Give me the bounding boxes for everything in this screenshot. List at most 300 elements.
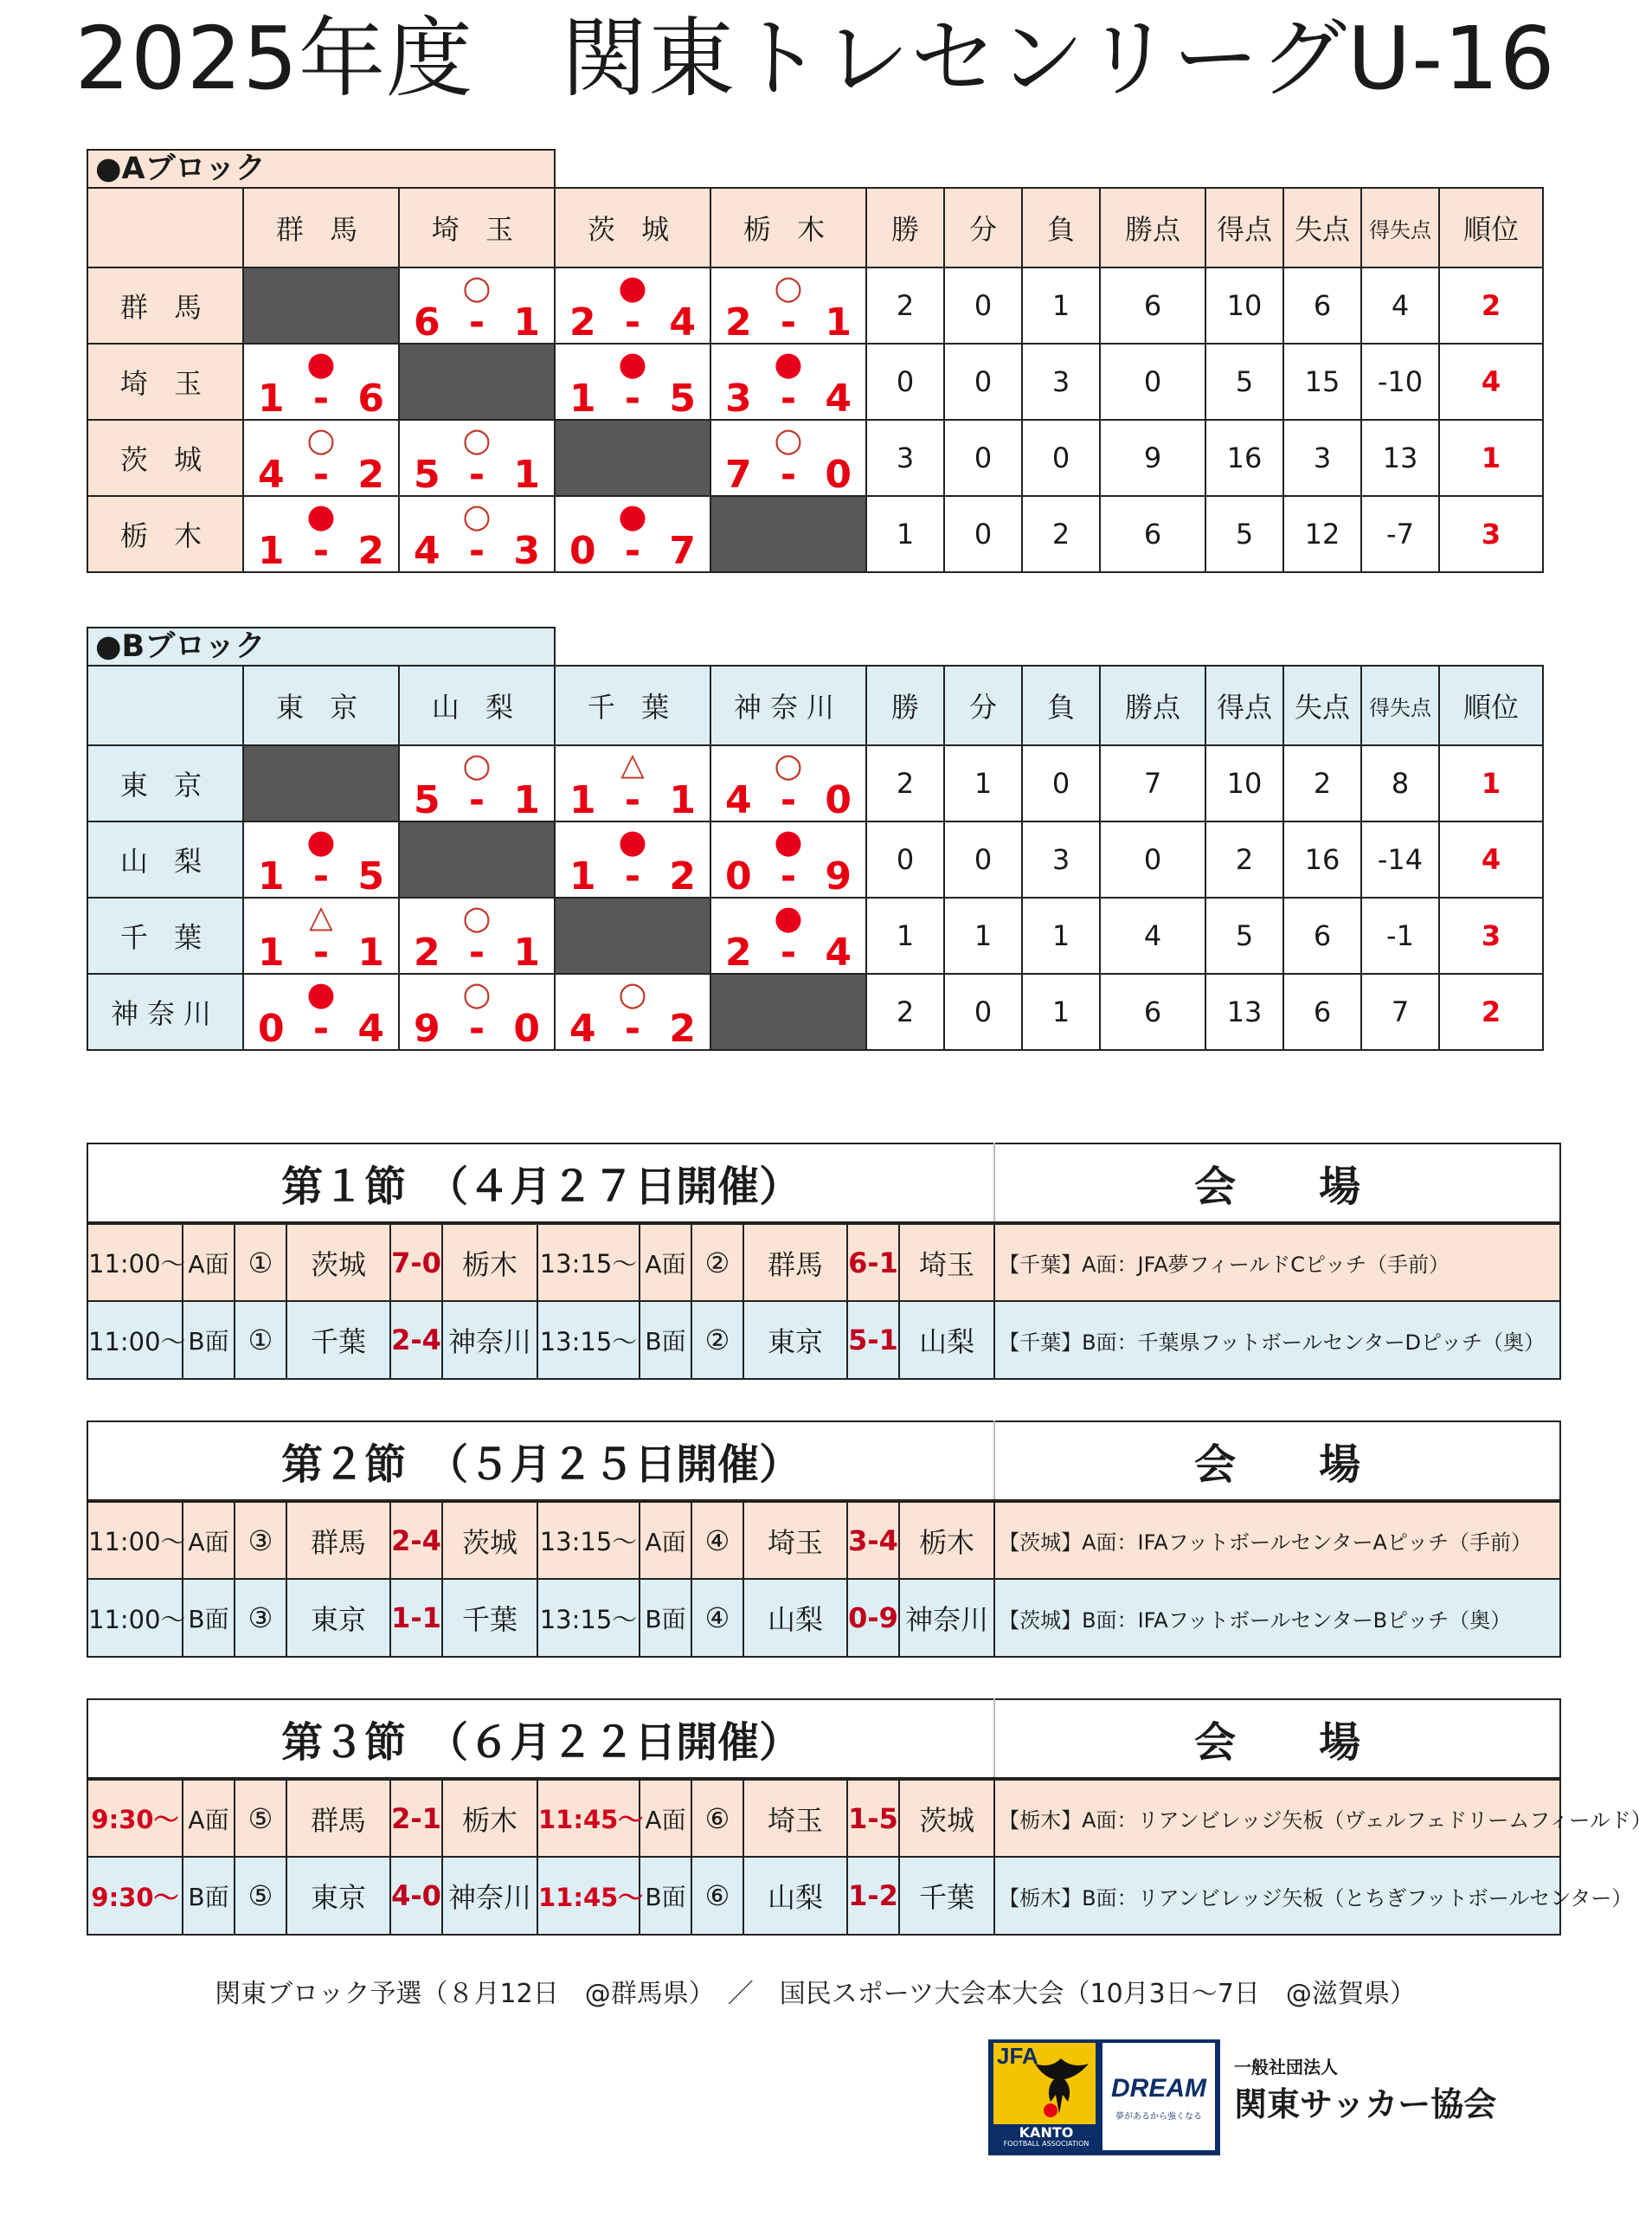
- stat-rank: 2: [1439, 974, 1543, 1050]
- stat-l: 0: [1022, 745, 1100, 821]
- schedule-row: [87, 1223, 1560, 1301]
- venue-title: 会 場: [994, 1699, 1560, 1779]
- stat-header: 勝: [866, 188, 944, 267]
- result-symbol: ○: [306, 421, 336, 459]
- self-match-cell: [399, 344, 555, 420]
- stat-header: 分: [944, 188, 1022, 267]
- kickoff-time: 9:30～: [87, 1779, 183, 1857]
- score-dash: -: [780, 377, 797, 421]
- score-for: 4: [258, 453, 285, 497]
- score-for: 0: [569, 529, 596, 573]
- kickoff-time: 13:15～: [537, 1223, 640, 1301]
- kickoff-time: 11:00～: [87, 1501, 183, 1579]
- stat-header: 負: [1022, 188, 1100, 267]
- stat-rank: 3: [1439, 898, 1543, 974]
- match-result-cell: [710, 267, 866, 344]
- stat-gf: 10: [1205, 745, 1283, 821]
- away-team: 神奈川: [442, 1857, 537, 1935]
- score: [244, 454, 398, 497]
- match-result-cell: [710, 821, 866, 898]
- self-match-cell: [710, 974, 866, 1050]
- stat-ga: 3: [1283, 420, 1361, 496]
- stat-pts: 9: [1100, 420, 1205, 496]
- row-team-name: 埼 玉: [87, 344, 243, 420]
- pitch: A面: [640, 1223, 691, 1301]
- score: [711, 377, 865, 421]
- pitch: B面: [183, 1301, 235, 1379]
- team-header: 千 葉: [555, 666, 710, 745]
- match-result-cell: [399, 420, 555, 496]
- row-team-name: 群 馬: [87, 267, 243, 344]
- stat-d: 0: [944, 974, 1022, 1050]
- match-score: 4-0: [390, 1857, 442, 1935]
- score-against: 1: [513, 453, 540, 497]
- crow-icon: [1028, 2053, 1094, 2123]
- stat-gd: 8: [1361, 745, 1439, 821]
- stat-l: 0: [1022, 420, 1100, 496]
- result-symbol: ○: [462, 746, 492, 784]
- jfa-text: JFA: [997, 2043, 1038, 2069]
- stat-pts: 7: [1100, 745, 1205, 821]
- stat-d: 0: [944, 496, 1022, 572]
- score-dash: -: [624, 1007, 641, 1051]
- corner-cell: [87, 188, 243, 267]
- stat-d: 0: [944, 267, 1022, 344]
- match-result-cell: [399, 496, 555, 572]
- stat-ga: 6: [1283, 974, 1361, 1050]
- score-against: 9: [825, 854, 852, 899]
- score: [711, 931, 865, 975]
- score-for: 1: [258, 377, 285, 421]
- score-dash: -: [624, 529, 641, 573]
- stat-ga: 12: [1283, 496, 1361, 572]
- fa-text: FOOTBALL ASSOCIATION: [1003, 2140, 1090, 2148]
- score-dash: -: [312, 854, 330, 899]
- score: [556, 779, 710, 822]
- match-number: ②: [691, 1223, 743, 1301]
- away-team: 茨城: [442, 1501, 537, 1579]
- stat-gf: 2: [1205, 821, 1283, 898]
- match-number: ⑥: [691, 1779, 743, 1857]
- stat-w: 2: [866, 267, 944, 344]
- match-result-cell: [243, 496, 399, 572]
- score-dash: -: [468, 778, 485, 822]
- schedule-row: [87, 1301, 1560, 1379]
- stat-pts: 0: [1100, 344, 1205, 420]
- match-result-cell: [399, 974, 555, 1050]
- score-dash: -: [312, 377, 330, 421]
- home-team: 群馬: [286, 1501, 390, 1579]
- stat-d: 1: [944, 898, 1022, 974]
- stat-header: 負: [1022, 666, 1100, 745]
- stat-l: 1: [1022, 898, 1100, 974]
- stat-gd: -7: [1361, 496, 1439, 572]
- score: [400, 454, 554, 497]
- stat-w: 2: [866, 974, 944, 1050]
- result-symbol: ○: [462, 268, 492, 306]
- away-team: 茨城: [899, 1779, 994, 1857]
- row-team-name: 神奈川: [87, 974, 243, 1050]
- jfa-emblem: [993, 2043, 1096, 2124]
- corner-cell: [87, 666, 243, 745]
- result-symbol: ●: [774, 899, 803, 937]
- score: [244, 530, 398, 573]
- score-for: 1: [258, 931, 285, 975]
- score-for: 1: [569, 377, 596, 421]
- stat-pts: 6: [1100, 267, 1205, 344]
- match-number: ①: [235, 1301, 286, 1379]
- self-match-cell: [399, 821, 555, 898]
- stat-header: 勝: [866, 666, 944, 745]
- match-score: 3-4: [847, 1501, 899, 1579]
- match-number: ⑥: [691, 1857, 743, 1935]
- kickoff-time: 11:45～: [537, 1779, 640, 1857]
- score-against: 0: [825, 778, 852, 822]
- score: [556, 530, 710, 573]
- score: [556, 377, 710, 421]
- pitch: B面: [640, 1857, 691, 1935]
- score-for: 2: [725, 931, 752, 975]
- stat-gd: 13: [1361, 420, 1439, 496]
- score-against: 5: [357, 854, 384, 899]
- score-for: 2: [414, 931, 440, 975]
- score-for: 4: [414, 529, 440, 573]
- score: [400, 301, 554, 345]
- stat-l: 3: [1022, 344, 1100, 420]
- stat-d: 0: [944, 344, 1022, 420]
- venue: 【千葉】B面：千葉県フットボールセンターDピッチ（奥）: [994, 1301, 1560, 1379]
- result-symbol: ●: [774, 822, 803, 860]
- away-team: 神奈川: [442, 1301, 537, 1379]
- stat-l: 1: [1022, 267, 1100, 344]
- matchday-1-schedule: [87, 1143, 1561, 1380]
- match-score: 2-4: [390, 1501, 442, 1579]
- score: [556, 301, 710, 345]
- match-score: 7-0: [390, 1223, 442, 1301]
- team-header: 神奈川: [710, 666, 866, 745]
- result-symbol: ○: [462, 899, 492, 937]
- stat-d: 0: [944, 420, 1022, 496]
- score-for: 1: [569, 854, 596, 899]
- row-team-name: 茨 城: [87, 420, 243, 496]
- block-b-standings-table: [87, 665, 1544, 1051]
- stat-l: 3: [1022, 821, 1100, 898]
- stat-header: 勝点: [1100, 188, 1205, 267]
- match-score: 1-5: [847, 1779, 899, 1857]
- score-dash: -: [468, 931, 485, 975]
- stat-rank: 1: [1439, 745, 1543, 821]
- stat-l: 1: [1022, 974, 1100, 1050]
- score-for: 0: [258, 1007, 285, 1051]
- score: [556, 855, 710, 899]
- match-result-cell: [243, 344, 399, 420]
- stat-gd: -10: [1361, 344, 1439, 420]
- score-dash: -: [780, 300, 797, 345]
- team-header: 茨 城: [555, 188, 710, 267]
- result-symbol: ●: [618, 822, 647, 860]
- home-team: 埼玉: [743, 1779, 847, 1857]
- stat-gf: 5: [1205, 898, 1283, 974]
- result-symbol: ●: [618, 497, 647, 535]
- score-dash: -: [780, 854, 797, 899]
- match-score: 5-1: [847, 1301, 899, 1379]
- team-header: 山 梨: [399, 666, 555, 745]
- score-for: 9: [414, 1007, 440, 1051]
- match-result-cell: [710, 745, 866, 821]
- score-against: 4: [825, 931, 852, 975]
- venue-title: 会 場: [994, 1421, 1560, 1501]
- home-team: 千葉: [286, 1301, 390, 1379]
- score-against: 1: [825, 300, 852, 345]
- match-score: 0-9: [847, 1579, 899, 1657]
- result-symbol: ●: [618, 345, 647, 383]
- match-result-cell: [243, 420, 399, 496]
- dream-text: DREAM: [1111, 2074, 1206, 2103]
- pitch: B面: [183, 1579, 235, 1657]
- pitch: A面: [183, 1223, 235, 1301]
- stat-rank: 4: [1439, 821, 1543, 898]
- home-team: 群馬: [743, 1223, 847, 1301]
- team-header: 栃 木: [710, 188, 866, 267]
- score: [711, 855, 865, 899]
- stat-pts: 6: [1100, 974, 1205, 1050]
- score-against: 6: [357, 377, 384, 421]
- score: [400, 530, 554, 573]
- away-team: 神奈川: [899, 1579, 994, 1657]
- match-score: 1-2: [847, 1857, 899, 1935]
- stat-w: 1: [866, 898, 944, 974]
- match-result-cell: [555, 974, 710, 1050]
- score: [244, 377, 398, 421]
- score-for: 4: [569, 1007, 596, 1051]
- dream-badge: [1102, 2043, 1215, 2150]
- stat-w: 0: [866, 821, 944, 898]
- self-match-cell: [243, 267, 399, 344]
- stat-l: 2: [1022, 496, 1100, 572]
- score-dash: -: [624, 854, 641, 899]
- score-dash: -: [624, 300, 641, 345]
- schedule-header-row: [87, 1421, 1560, 1501]
- score-for: 5: [414, 778, 440, 822]
- stat-pts: 0: [1100, 821, 1205, 898]
- row-team-name: 山 梨: [87, 821, 243, 898]
- score-dash: -: [312, 453, 330, 497]
- score-against: 1: [357, 931, 384, 975]
- score-for: 2: [725, 300, 752, 345]
- score-for: 0: [725, 854, 752, 899]
- stat-gd: -14: [1361, 821, 1439, 898]
- match-score: 6-1: [847, 1223, 899, 1301]
- stat-gf: 16: [1205, 420, 1283, 496]
- team-row: [87, 898, 1543, 974]
- score-against: 5: [669, 377, 696, 421]
- away-team: 栃木: [442, 1779, 537, 1857]
- stat-gf: 13: [1205, 974, 1283, 1050]
- org-name: 関東サッカー協会: [1234, 2085, 1497, 2123]
- match-score: 1-1: [390, 1579, 442, 1657]
- header-row: [87, 666, 1543, 745]
- team-row: [87, 344, 1543, 420]
- venue: 【栃木】A面：リアンビレッジ矢板（ヴェルフェドリームフィールド）: [994, 1779, 1560, 1857]
- score-against: 4: [357, 1007, 384, 1051]
- score-dash: -: [312, 1007, 330, 1051]
- kanto-text: KANTO: [1019, 2124, 1074, 2141]
- pitch: B面: [640, 1301, 691, 1379]
- matchday-2-schedule: [87, 1420, 1561, 1658]
- team-row: [87, 745, 1543, 821]
- stat-d: 1: [944, 745, 1022, 821]
- matchday-title: 第２節 （５月２５日開催）: [87, 1421, 994, 1501]
- result-symbol: ●: [306, 497, 336, 535]
- header-row: [87, 188, 1543, 267]
- result-symbol: △: [620, 747, 645, 783]
- team-header: 東 京: [243, 666, 399, 745]
- block-a-label: ●Aブロック: [87, 149, 556, 187]
- match-score: 2-1: [390, 1779, 442, 1857]
- away-team: 千葉: [442, 1579, 537, 1657]
- stat-gf: 10: [1205, 267, 1283, 344]
- schedule-header-row: [87, 1699, 1560, 1779]
- team-header: 埼 玉: [399, 188, 555, 267]
- stat-header: 得点: [1205, 666, 1283, 745]
- venue: 【茨城】A面：IFAフットボールセンターAピッチ（手前）: [994, 1501, 1560, 1579]
- venue: 【千葉】A面：JFA夢フィールドCピッチ（手前）: [994, 1223, 1560, 1301]
- stat-header: 失点: [1283, 188, 1361, 267]
- schedule-row: [87, 1579, 1560, 1657]
- self-match-cell: [243, 745, 399, 821]
- home-team: 東京: [286, 1857, 390, 1935]
- result-symbol: ●: [306, 345, 336, 383]
- score-dash: -: [624, 377, 641, 421]
- home-team: 東京: [743, 1301, 847, 1379]
- score: [244, 931, 398, 975]
- score-for: 4: [725, 778, 752, 822]
- score: [711, 454, 865, 497]
- score-against: 2: [669, 1007, 696, 1051]
- stat-rank: 1: [1439, 420, 1543, 496]
- match-result-cell: [710, 898, 866, 974]
- team-row: [87, 267, 1543, 344]
- result-symbol: ○: [462, 497, 492, 535]
- score-dash: -: [468, 529, 485, 573]
- home-team: 山梨: [743, 1579, 847, 1657]
- jfa-kanto-dream-logo: [987, 2038, 1222, 2157]
- org-small-label: 一般社団法人: [1234, 2057, 1338, 2078]
- kickoff-time: 11:00～: [87, 1579, 183, 1657]
- away-team: 埼玉: [899, 1223, 994, 1301]
- self-match-cell: [555, 420, 710, 496]
- score-for: 7: [725, 453, 752, 497]
- match-number: ④: [691, 1579, 743, 1657]
- footer-note: 関東ブロック予選（８月12日 @群馬県） ／ 国民スポーツ大会本大会（10月3日～7日 @滋賀県）: [215, 1979, 1416, 2009]
- stat-rank: 2: [1439, 267, 1543, 344]
- stat-pts: 6: [1100, 496, 1205, 572]
- stat-header: 勝点: [1100, 666, 1205, 745]
- away-team: 栃木: [442, 1223, 537, 1301]
- score-dash: -: [780, 453, 797, 497]
- match-number: ⑤: [235, 1857, 286, 1935]
- dream-subtext: 夢があるから強くなる: [1115, 2112, 1202, 2122]
- match-result-cell: [710, 344, 866, 420]
- score-dash: -: [312, 529, 330, 573]
- match-score: 2-4: [390, 1301, 442, 1379]
- score-for: 6: [414, 300, 440, 345]
- score-against: 1: [513, 300, 540, 345]
- stat-w: 2: [866, 745, 944, 821]
- home-team: 東京: [286, 1579, 390, 1657]
- stat-d: 0: [944, 821, 1022, 898]
- score-for: 1: [569, 778, 596, 822]
- score-against: 0: [825, 453, 852, 497]
- match-result-cell: [399, 898, 555, 974]
- score: [556, 1008, 710, 1051]
- result-symbol: ●: [306, 975, 336, 1013]
- score-against: 1: [669, 778, 696, 822]
- kickoff-time: 11:00～: [87, 1223, 183, 1301]
- score-against: 1: [513, 778, 540, 822]
- result-symbol: △: [309, 899, 333, 935]
- result-symbol: ○: [774, 421, 803, 459]
- block-b-label: ●Bブロック: [87, 627, 556, 665]
- match-number: ⑤: [235, 1779, 286, 1857]
- match-number: ③: [235, 1579, 286, 1657]
- stat-ga: 6: [1283, 898, 1361, 974]
- kickoff-time: 11:00～: [87, 1301, 183, 1379]
- match-result-cell: [555, 821, 710, 898]
- stat-w: 3: [866, 420, 944, 496]
- match-result-cell: [399, 745, 555, 821]
- schedule-row: [87, 1857, 1560, 1935]
- pitch: A面: [640, 1779, 691, 1857]
- match-number: ④: [691, 1501, 743, 1579]
- stat-header: 順位: [1439, 188, 1543, 267]
- kickoff-time: 13:15～: [537, 1301, 640, 1379]
- match-result-cell: [243, 898, 399, 974]
- team-header: 群 馬: [243, 188, 399, 267]
- team-row: [87, 974, 1543, 1050]
- match-result-cell: [555, 344, 710, 420]
- score: [711, 301, 865, 345]
- score-against: 2: [669, 854, 696, 899]
- result-symbol: ○: [462, 975, 492, 1013]
- stat-header: 得点: [1205, 188, 1283, 267]
- stat-ga: 6: [1283, 267, 1361, 344]
- result-symbol: ●: [306, 822, 336, 860]
- stat-header: 分: [944, 666, 1022, 745]
- stat-header: 得失点: [1361, 666, 1439, 745]
- home-team: 埼玉: [743, 1501, 847, 1579]
- matchday-title: 第１節 （４月２７日開催）: [87, 1143, 994, 1223]
- stat-gf: 5: [1205, 344, 1283, 420]
- result-symbol: ●: [618, 268, 647, 306]
- score-against: 7: [669, 529, 696, 573]
- score-against: 4: [669, 300, 696, 345]
- match-number: ③: [235, 1501, 286, 1579]
- score-against: 2: [357, 529, 384, 573]
- score-dash: -: [468, 300, 485, 345]
- block-a-standings-table: [87, 187, 1544, 573]
- result-symbol: ●: [774, 345, 803, 383]
- match-number: ①: [235, 1223, 286, 1301]
- stat-header: 得失点: [1361, 188, 1439, 267]
- match-result-cell: [555, 496, 710, 572]
- match-result-cell: [243, 821, 399, 898]
- row-team-name: 栃 木: [87, 496, 243, 572]
- schedule-row: [87, 1779, 1560, 1857]
- stat-header: 失点: [1283, 666, 1361, 745]
- stat-gd: 4: [1361, 267, 1439, 344]
- page-title: 2025年度 関東トレセンリーグU-16: [74, 8, 1556, 109]
